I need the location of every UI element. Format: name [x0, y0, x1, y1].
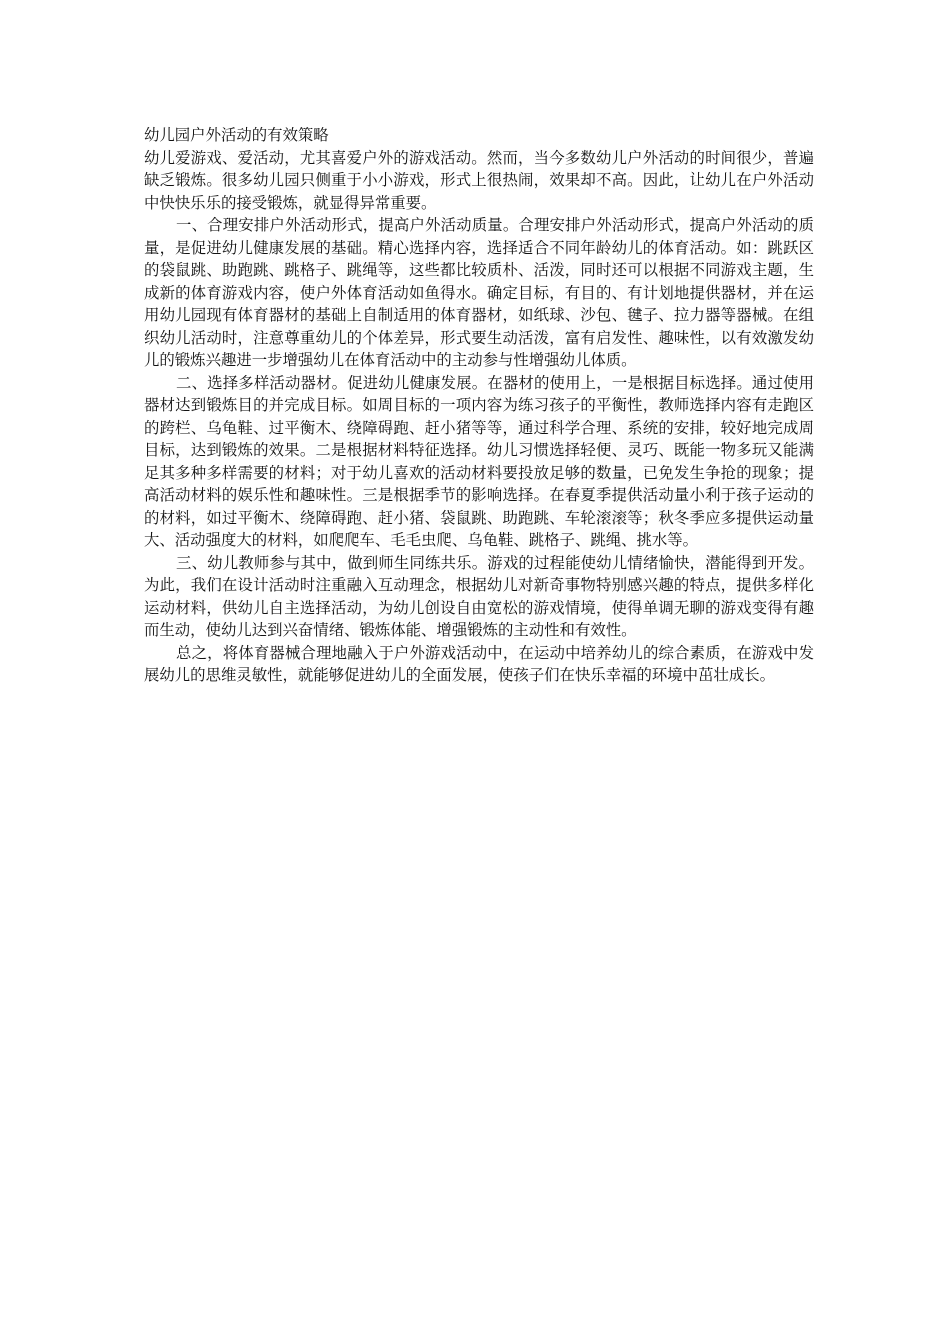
paragraph-section-2: 二、选择多样活动器材。促进幼儿健康发展。在器材的使用上，一是根据目标选择。通过使用器材达到锻炼目的并完成目标。如周目标的一项内容为练习孩子的平衡性，教师选择内容有走跑区的跨栏、乌龟鞋、过平衡木、绕障碍跑、赶小猪等等，通过科学合理、系统的安排，较好地完成周目标，达到锻炼的效果。二是根据材料特征选择。幼儿习惯选择轻便、灵巧、既能一物多玩又能满足其多种多样需要的材料；对于幼儿喜欢的活动材料要投放足够的数量，已免发生争抢的现象；提高活动材料的娱乐性和趣味性。三是根据季节的影响选择。在春夏季提供活动量小利于孩子运动的的材料，如过平衡木、绕障碍跑、赶小猪、袋鼠跳、助跑跳、车轮滚滚等；秋冬季应多提供运动量大、活动强度大的材料，如爬爬车、毛毛虫爬、乌龟鞋、跳格子、跳绳、挑水等。: [144, 373, 814, 549]
document-title: 幼儿园户外活动的有效策略: [144, 126, 329, 144]
paragraph-conclusion: 总之，将体育器械合理地融入于户外游戏活动中，在运动中培养幼儿的综合素质，在游戏中发展幼儿的思维灵敏性，就能够促进幼儿的全面发展，使孩子们在快乐幸福的环境中茁壮成长。: [144, 643, 814, 684]
paragraph-section-3: 三、幼儿教师参与其中，做到师生同练共乐。游戏的过程能使幼儿情绪愉快，潜能得到开发。为此，我们在设计活动时注重融入互动理念，根据幼儿对新奇事物特别感兴趣的特点，提供多样化运动材料，供幼儿自主选择活动，为幼儿创设自由宽松的游戏情境，使得单调无聊的游戏变得有趣而生动，使幼儿达到兴奋情绪、锻炼体能、增强锻炼的主动性和有效性。: [144, 553, 814, 639]
document-page: [144, 124, 814, 687]
paragraph-intro: 幼儿爱游戏、爱活动，尤其喜爱户外的游戏活动。然而，当今多数幼儿户外活动的时间很少，普遍缺乏锻炼。很多幼儿园只侧重于小小游戏，形式上很热闹，效果却不高。因此，让幼儿在户外活动中快快乐乐的接受锻炼，就显得异常重要。: [144, 148, 814, 212]
paragraph-section-1: 一、合理安排户外活动形式，提高户外活动质量。合理安排户外活动形式，提高户外活动的质量，是促进幼儿健康发展的基础。精心选择内容，选择适合不同年龄幼儿的体育活动。如：跳跃区的袋鼠跳、助跑跳、跳格子、跳绳等，这些都比较质朴、活泼，同时还可以根据不同游戏主题，生成新的体育游戏内容，使户外体育活动如鱼得水。确定目标，有目的、有计划地提供器材，并在运用幼儿园现有体育器材的基础上自制适用的体育器材，如纸球、沙包、毽子、拉力器等器械。在组织幼儿活动时，注意尊重幼儿的个体差异，形式要生动活泼，富有启发性、趣味性，以有效激发幼儿的锻炼兴趣进一步增强幼儿在体育活动中的主动参与性增强幼儿体质。: [144, 216, 814, 369]
